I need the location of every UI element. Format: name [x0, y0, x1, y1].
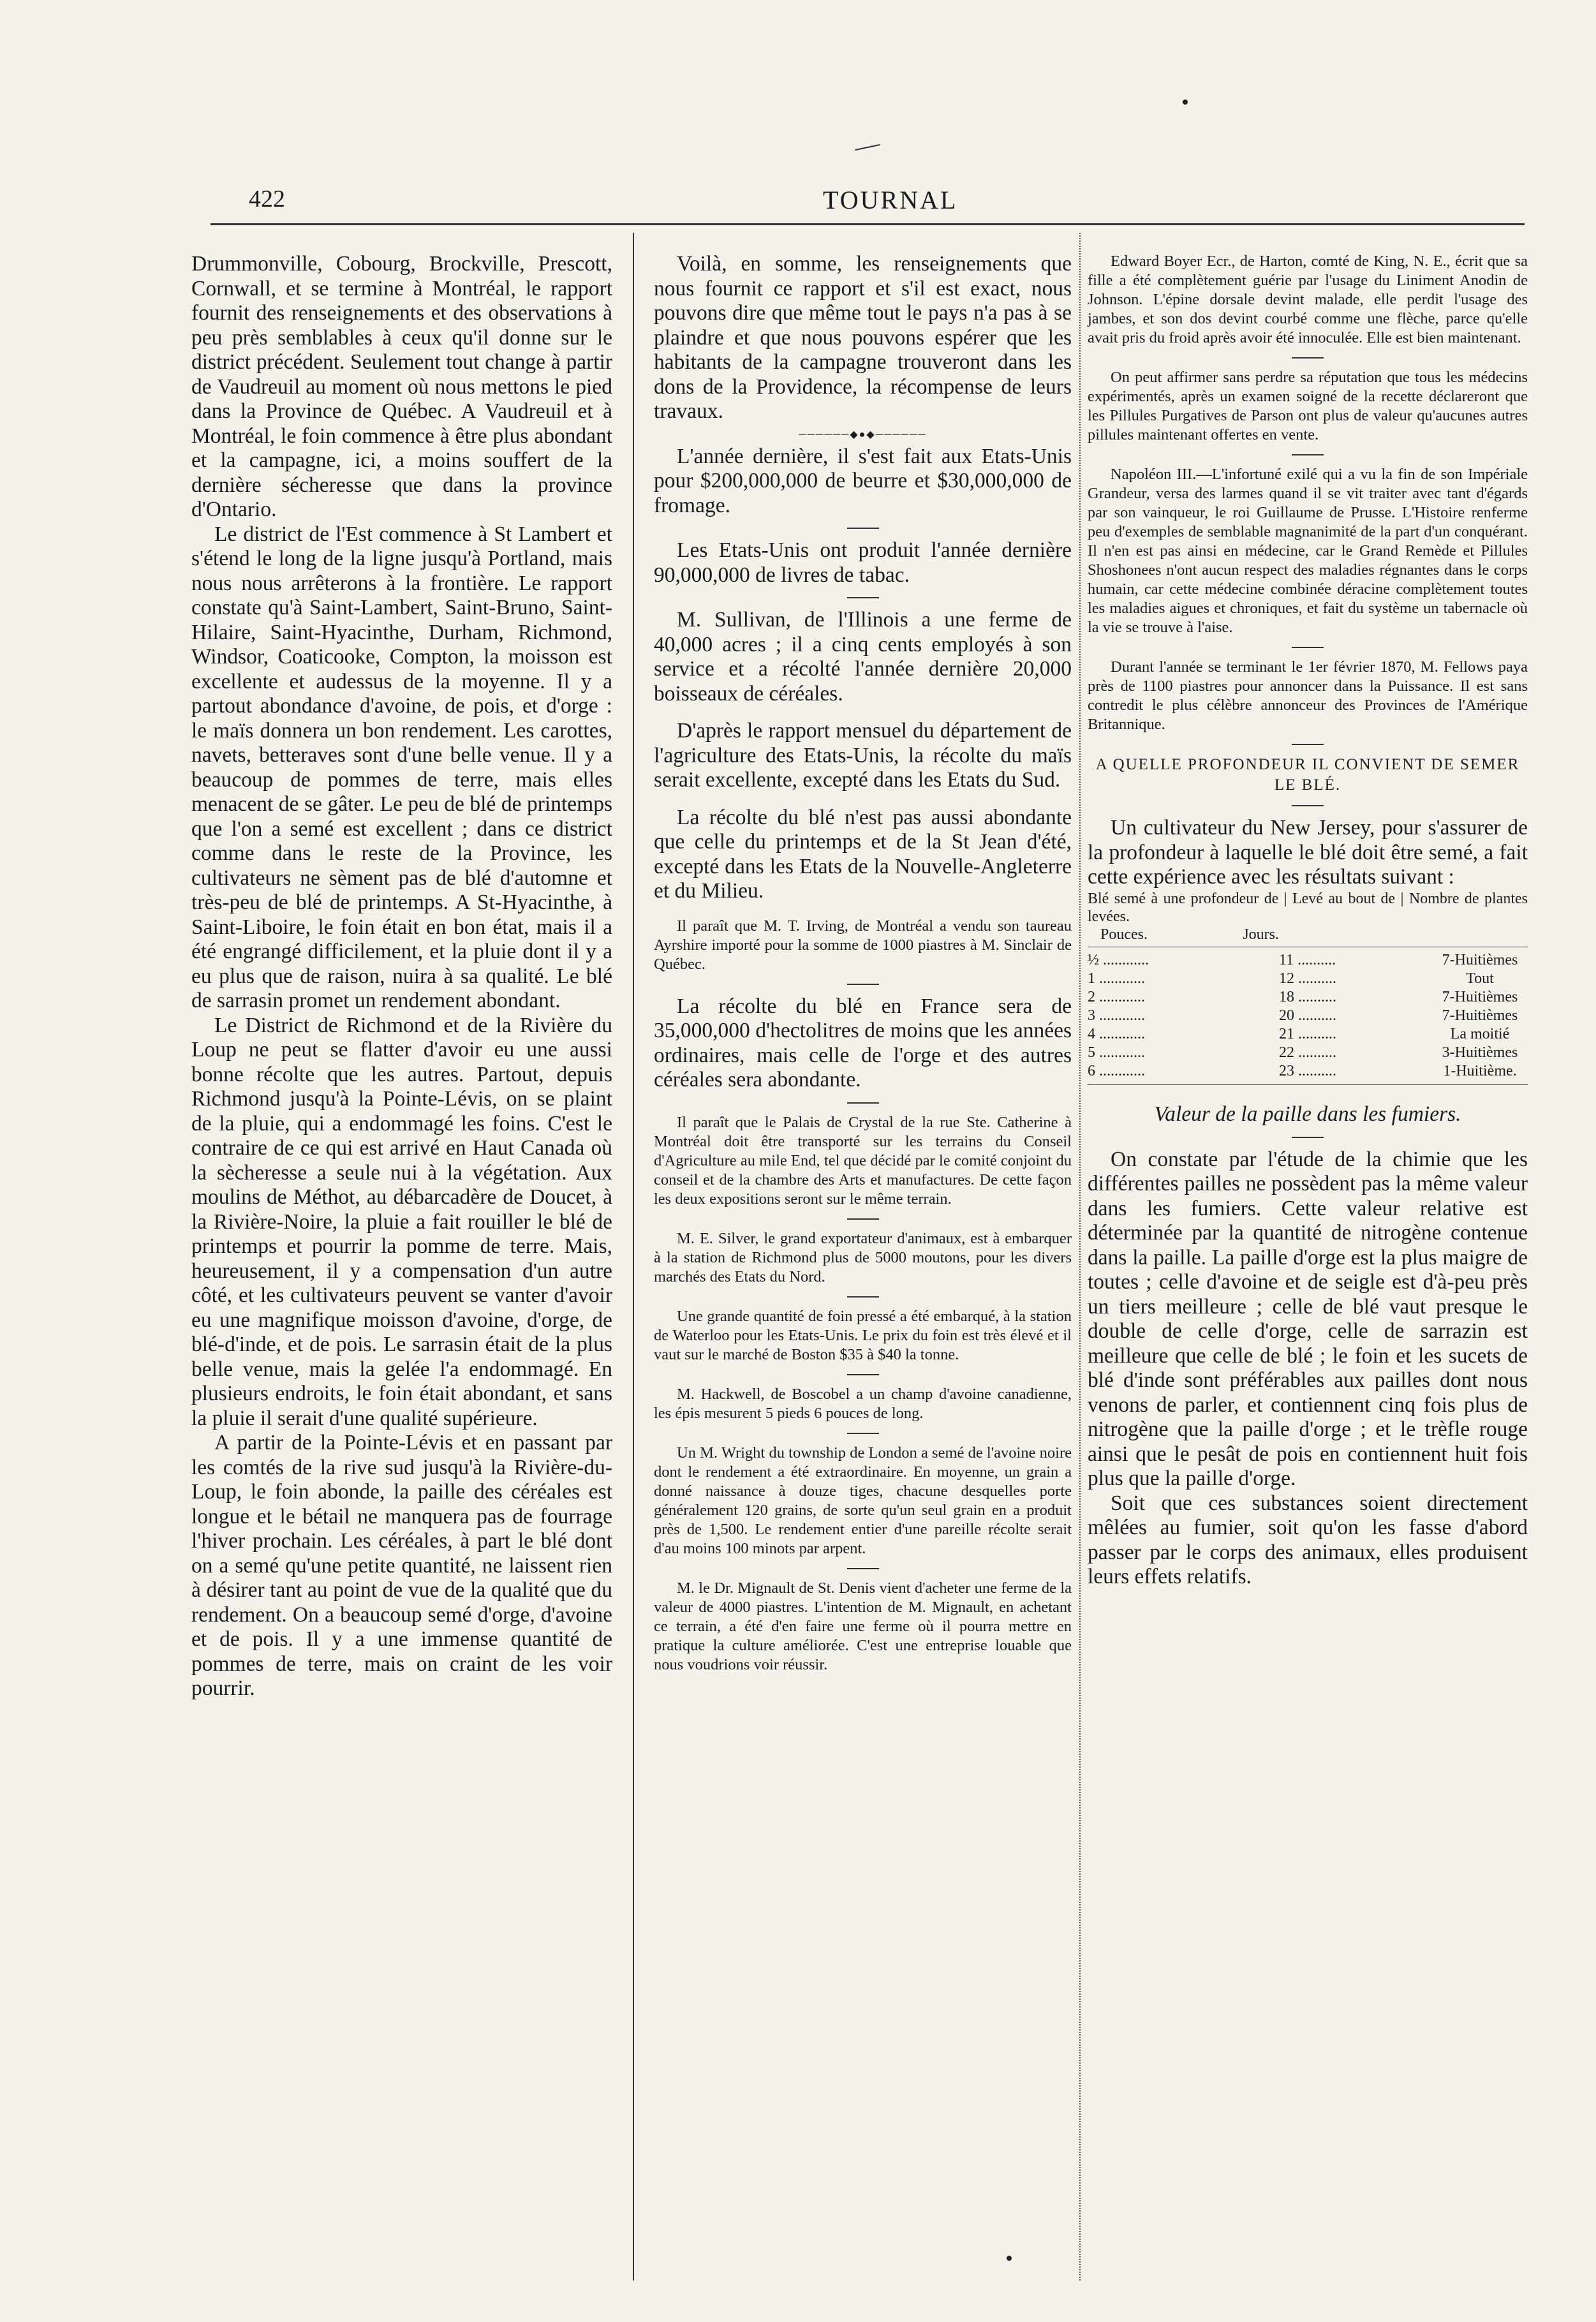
paragraph: Un cultivateur du New Jersey, pour s'assurer de la profondeur à laquelle le blé doit être semé, a fait cette expérience avec les résultats suivant : — [1088, 816, 1528, 889]
paragraph: Les Etats-Unis ont produit l'année dernière 90,000,000 de livres de tabac. — [654, 538, 1072, 587]
table-cell: 3-Huitièmes — [1442, 1044, 1518, 1061]
divider — [654, 1427, 1072, 1440]
ink-dot — [1183, 100, 1188, 105]
table-row — [1088, 951, 1528, 970]
table-cell: 1-Huitième. — [1443, 1062, 1517, 1079]
table-row — [1088, 1025, 1528, 1044]
column-rule-dotted — [1079, 233, 1081, 2281]
column-3 — [1088, 252, 1528, 1590]
page-header — [211, 185, 1525, 223]
divider — [1088, 641, 1528, 654]
table-cell: 7-Huitièmes — [1442, 1007, 1518, 1024]
paragraph: D'après le rapport mensuel du département de l'agriculture des Etats-Unis, la récolte du maïs serait excellente, excepté dans les Etats du Sud. — [654, 719, 1072, 792]
news-item: M. E. Silver, le grand exportateur d'animaux, est à embarquer à la station de Richmond plus de 5000 moutons, pour les divers marchés des Etats du Nord. — [654, 1229, 1072, 1285]
section-heading: A QUELLE PROFONDEUR IL CONVIENT DE SEMER LE BLÉ. — [1095, 756, 1520, 794]
table-row — [1088, 1007, 1528, 1025]
header-rule — [211, 223, 1525, 225]
column-2 — [654, 252, 1072, 1675]
table-header-cell: Pouces. — [1100, 926, 1148, 943]
ornament-divider: ──────◆●◆────── — [799, 429, 927, 440]
table-header-cell — [1385, 926, 1528, 944]
paragraph: Voilà, en somme, les renseignements que nous fournit ce rapport et s'il est exact, nous pouvons dire que même tout le pays n'a pas à se plaindre et que nous pouvons espérer que les habitants de la campagne trouveront dans les dons de la Providence, la récompense de leurs travaux. — [654, 252, 1072, 423]
table-header-cell: Jours. — [1243, 926, 1279, 943]
paragraph: M. Sullivan, de l'Illinois a une ferme de 40,000 acres ; il a cinq cents employés à son service et a récolté l'année dernière 20,000 boisseaux de céréales. — [654, 608, 1072, 706]
news-item: Une grande quantité de foin pressé a été embarqué, à la station de Waterloo pour les Etats-Unis. Le prix du foin est très élevé et il vaut sur le marché de Boston $35 à $40 la tonne. — [654, 1307, 1072, 1363]
table-cell: 20 .......... — [1279, 1007, 1336, 1024]
table-cell: 2 ............ — [1088, 988, 1145, 1005]
advertisement: On peut affirmer sans perdre sa réputation que tous les médecins expérimentés, après un examen soigné de la recette déclareront que les Pillules Purgatives de Parson ont plus de valeur qu'aucunes autres pillules maintenant offertes en vente. — [1088, 369, 1528, 443]
paragraph: La récolte du blé n'est pas aussi abondante que celle du printemps et de la St Jean d'été, excepté dans les Etats de la Nouvelle-Angleterre et du Milieu. — [654, 805, 1072, 903]
table-cell: 23 .......... — [1279, 1062, 1336, 1079]
ink-mark — [855, 144, 880, 151]
news-item: Il paraît que le Palais de Crystal de la rue Ste. Catherine à Montréal doit être transporté sur les terrains du Conseil d'Agriculture au mile End, tel que décidé par le comité conjoint du conseil et de la chambre des Arts et manufactures. De cette façon les deux expositions seront sur le même terrain. — [654, 1113, 1072, 1208]
divider — [654, 522, 1072, 535]
table-row — [1088, 970, 1528, 988]
advertisement: Napoléon III.—L'infortuné exilé qui a vu la fin de son Impériale Grandeur, versa des larmes quand il se vit traiter avec tant d'égards par son vainqueur, le roi Guillaume de Prusse. L'Histoire renferme peu d'exemples de semblable magnanimité de la part d'un conquérant. Il n'en est pas ainsi en médecine, car le Grand Remède et Pillules Shoshonees n'ont aucun respect des maladies régnantes dans le corps humain, car cette médecine combinée déracine complètement toutes les maladies aigues et chroniques, et fait du système un tabernacle où la vie se trouve à l'aise. — [1088, 466, 1528, 636]
divider — [654, 1213, 1072, 1225]
news-item: Il paraît que M. T. Irving, de Montréal a vendu son taureau Ayrshire importé pour la somme de 1000 piastres à M. Sinclair de Québec. — [654, 917, 1072, 973]
paragraph: A partir de la Pointe-Lévis et en passant par les comtés de la rive sud jusqu'à la Rivière-du-Loup, le foin abonde, la paille des céréales est longue et le bétail ne manquera pas de fourrage l'hiver prochain. Les céréales, à part le blé dont on a semé qu'une petite quantité, ne laissent rien à désirer tant au point de vue de la qualité que du rendement. On a beaucoup semé d'orge, d'avoine et de pois. Il y a une immense quantité de pommes de terre, mais on craint de les voir pourrir. — [191, 1431, 612, 1700]
divider — [654, 1290, 1072, 1303]
paragraph: Le district de l'Est commence à St Lambert et s'étend le long de la ligne jusqu'à Portland, mais nous nous arrêterons à la frontière. Le rapport constate qu'à Saint-Lambert, Saint-Bruno, Saint-Hilaire, Saint-Hyacinthe, Durham, Richmond, Windsor, Coaticooke, Compton, la moisson est excellente et audessus de la moyenne. Il y a partout abondance d'avoine, de pois, et d'orge : le maïs donnera un bon rendement. Les carottes, navets, betteraves sont d'une belle venue. Il y a beaucoup de pommes de terre, mais elles menacent de se gâter. Le peu de blé de printemps que l'on a semé est excellent ; dans ce district comme dans le reste de la Province, les cultivateurs ne sèment pas de blé d'automne et très-peu de blé de printemps. A St-Hyacinthe, à Saint-Liboire, le foin était en bon état, mais il a été engrangé difficilement, et la pluie dont il y a eu plus que de raison, nuira à sa qualité. Le blé de sarrasin promet un rendement abondant. — [191, 522, 612, 1012]
news-item: M. Hackwell, de Boscobel a un champ d'avoine canadienne, les épis mesurent 5 pieds 6 pouces de long. — [654, 1385, 1072, 1422]
advertisement: Edward Boyer Ecr., de Harton, comté de King, N. E., écrit que sa fille a été complètement guérie par l'usage du Liniment Anodin de Johnson. L'épine dorsale devint malade, elle perdit l'usage des jambes, et son dos devint courbé comme une flèche, parce qu'elle avait pris du froid après avoir été innoculée. Elle est bien maintenant. — [1088, 253, 1528, 346]
news-item: M. le Dr. Mignault de St. Denis vient d'acheter une ferme de la valeur de 4000 piastres. L'intention de M. Mignault, en achetant ce terrain, a été d'en faire une ferme où il pourra mettre en pratique la culture améliorée. C'est une entreprise louable que nous voudrions voir réussir. — [654, 1579, 1072, 1673]
table-cell: 18 .......... — [1279, 988, 1336, 1005]
table-cell: ½ ............ — [1088, 951, 1149, 968]
advertisement: Durant l'année se terminant le 1er février 1870, M. Fellows paya près de 1100 piastres pour annoncer dans la Puissance. Il est sans contredit le plus célèbre annonceur des Provinces de l'Amérique Britannique. — [1088, 658, 1528, 733]
table-row — [1088, 1062, 1528, 1081]
table-row — [1088, 988, 1528, 1007]
table-cell: 12 .......... — [1279, 970, 1336, 987]
divider — [654, 1097, 1072, 1109]
divider — [654, 1368, 1072, 1381]
column-rule — [633, 233, 634, 2281]
divider — [654, 591, 1072, 604]
table-cell: 5 ............ — [1088, 1044, 1145, 1061]
news-item: Un M. Wright du township de London a semé de l'avoine noire dont le rendement a été extraordinaire. En moyenne, un grain a donné naissance à douze tiges, chacune desquelles porte généralement 120 grains, de sorte qu'un seul grain en a produit près de 1,500. Le rendement entier d'une pareille récolte serait d'au moins 100 minots par arpent. — [654, 1444, 1072, 1557]
section-heading: Valeur de la paille dans les fumiers. — [1154, 1102, 1461, 1126]
divider — [1088, 799, 1528, 812]
divider — [1088, 738, 1528, 751]
paragraph: L'année dernière, il s'est fait aux Etats-Unis pour $200,000,000 de beurre et $30,000,000 de fromage. — [654, 444, 1072, 517]
table-cell: 1 ............ — [1088, 970, 1145, 987]
divider — [1088, 448, 1528, 461]
divider — [654, 1562, 1072, 1575]
depth-table — [1088, 890, 1528, 1085]
table-cell: 6 ............ — [1088, 1062, 1145, 1079]
divider — [654, 978, 1072, 991]
divider — [1088, 1131, 1528, 1144]
paragraph: Drummonville, Cobourg, Brockville, Prescott, Cornwall, et se termine à Montréal, le rapport fournit des renseignements et des observations à peu près semblables à ceux qu'il donne sur le district précédent. Seulement tout change à partir de Vaudreuil au moment où nous mettons le pied dans la Province de Québec. A Vaudreuil et à Montréal, le foin commence à être plus abondant et la campagne, ici, a moins souffert de la dernière sécheresse que dans la province d'Ontario. — [191, 252, 612, 521]
table-cell: 11 .......... — [1279, 951, 1336, 968]
table-cell: 4 ............ — [1088, 1025, 1145, 1042]
table-cell: 7-Huitièmes — [1442, 951, 1518, 968]
table-cell: La moitié — [1450, 1025, 1510, 1042]
paragraph: On constate par l'étude de la chimie que les différentes pailles ne possèdent pas la même valeur dans les fumiers. Cette valeur relative est déterminée par la quantité de nitrogène contenue dans la paille. La paille d'orge est la plus maigre de toutes ; celle d'avoine et de seigle est d'à-peu près un tiers meilleure ; celle de blé vaut presque le double de celle d'orge, celle de sarrazin est meilleure que celle de blé ; le foin et les sucets de blé d'inde sont préférables aux pailles dont nous venons de parler, et contiennent cinq fois plus de nitrogène que la paille d'orge ; et le trèfle rouge ainsi que le pesât de pois en contiennent huit fois plus que la paille d'orge. — [1088, 1147, 1528, 1490]
paragraph: Soit que ces substances soient directement mêlées au fumier, soit qu'on les fasse d'abord passer par le corps des animaux, elles produisent leurs effets relatifs. — [1088, 1491, 1528, 1588]
page-number: 422 — [249, 186, 285, 212]
running-title: TOURNAL — [823, 186, 958, 214]
divider — [1088, 351, 1528, 364]
table-cell: 21 .......... — [1279, 1025, 1336, 1042]
table-cell: 3 ............ — [1088, 1007, 1145, 1024]
column-1 — [191, 252, 612, 1701]
table-cell: 7-Huitièmes — [1442, 988, 1518, 1005]
paragraph: La récolte du blé en France sera de 35,000,000 d'hectolitres de moins que les années ordinaires, mais celle de l'orge et des autres céréales sera abondante. — [654, 994, 1072, 1091]
table-cell: Tout — [1466, 970, 1494, 987]
paragraph: Le District de Richmond et de la Rivière du Loup ne peut se flatter d'avoir eu une aussi bonne récolte que les autres. Partout, depuis Richmond jusqu'à la Pointe-Lévis, on se plaint de la pluie, qui a endommagé les foins. C'est le contraire de ce qui est arrivé en Haut Canada où la sècheresse a seule nui à la végétation. Aux moulins de Méthot, au débarcadère de Doucet, à la Rivière-Noire, la pluie a fait rouiller le blé de printemps et pourrir la pomme de terre. Mais, heureusement, il y a compensation d'un autre côté, et les cultivateurs peuvent se vanter d'avoir eu une magnifique moisson d'avoine, d'orge, de blé-d'inde, et de pois. Le sarrasin était de la plus belle venue, mais la gelée l'a endommagé. En plusieurs endroits, le foin était abondant, et sans la pluie il serait d'une qualité supérieure. — [191, 1013, 612, 1430]
table-header — [1088, 926, 1528, 947]
ink-dot — [1007, 2256, 1012, 2261]
table-intro: Blé semé à une profondeur de | Levé au bout de | Nombre de plantes levées. — [1088, 890, 1528, 925]
table-row — [1088, 1044, 1528, 1062]
table-cell: 22 .......... — [1279, 1044, 1336, 1061]
